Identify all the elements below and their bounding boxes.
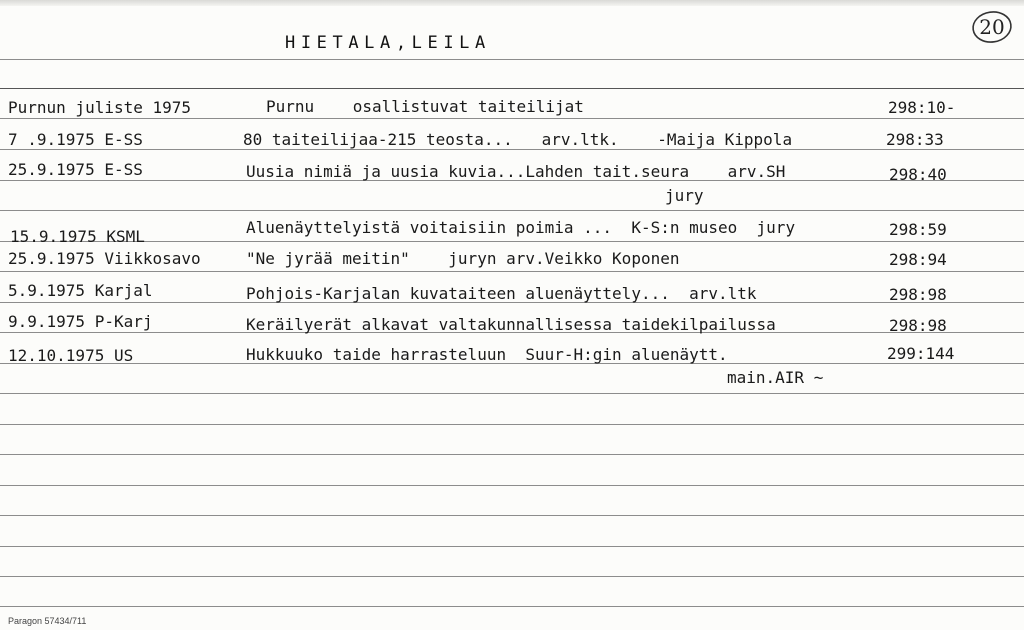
- ruled-line: [0, 118, 1024, 119]
- entry-title: Hukkuuko taide harrasteluun Suur-H:gin aluenäytt.: [246, 345, 728, 364]
- ruled-line: [0, 59, 1024, 60]
- entry-ref: 298:59: [889, 220, 947, 239]
- ruled-line: [0, 271, 1024, 272]
- ruled-line: [0, 424, 1024, 425]
- entry-title: "Ne jyrää meitin" juryn arv.Veikko Koponen: [246, 249, 680, 268]
- ruled-line: [0, 546, 1024, 547]
- entry-note: main.AIR ~: [727, 368, 824, 387]
- entry-ref: 298:94: [889, 250, 947, 269]
- ruled-line: [0, 576, 1024, 577]
- ruled-line: [0, 454, 1024, 455]
- entry-ref: 298:40: [889, 165, 947, 184]
- ruled-line: [0, 393, 1024, 394]
- card-top-edge: [0, 0, 1024, 6]
- card-number: 20: [979, 15, 1005, 39]
- ruled-line: [0, 485, 1024, 486]
- card-number-stamp: [970, 8, 1014, 46]
- entry-ref: 298:33: [886, 130, 944, 149]
- entry-title: Purnu osallistuvat taiteilijat: [266, 97, 584, 116]
- ruled-line: [0, 606, 1024, 607]
- ruled-line: [0, 149, 1024, 150]
- entry-source: 25.9.1975 E-SS: [8, 160, 143, 179]
- entry-source: 12.10.1975 US: [8, 346, 134, 365]
- entry-source: Purnun juliste 1975: [8, 98, 192, 117]
- entry-ref: 298:98: [889, 316, 947, 335]
- entry-source: 5.9.1975 Karjal: [8, 281, 153, 300]
- entry-source: 25.9.1975 Viikkosavo: [8, 249, 201, 268]
- entry-ref: 299:144: [887, 344, 955, 363]
- entry-source: 9.9.1975 P-Karj: [8, 312, 153, 331]
- ruled-line: [0, 88, 1024, 89]
- ruled-line: [0, 515, 1024, 516]
- entry-note: jury: [665, 186, 704, 205]
- entry-source: 15.9.1975 KSML: [10, 227, 145, 246]
- entry-title: Uusia nimiä ja uusia kuvia...Lahden tait.seura arv.SH: [246, 162, 786, 181]
- card-heading: HIETALA,LEILA: [285, 33, 491, 53]
- entry-title: Aluenäyttelyistä voitaisiin poimia ... K-S:n museo jury: [246, 218, 796, 237]
- entry-title: Pohjois-Karjalan kuvataiteen aluenäyttely... arv.ltk: [246, 284, 757, 303]
- entry-title: 80 taiteilijaa-215 teosta... arv.ltk. -Maija Kippola: [243, 130, 793, 149]
- entry-ref: 298:10-: [888, 98, 956, 117]
- entry-source: 7 .9.1975 E-SS: [8, 130, 143, 149]
- entry-ref: 298:98: [889, 285, 947, 304]
- entry-title: Keräilyerät alkavat valtakunnallisessa taidekilpailussa: [246, 315, 776, 334]
- card-printer-mark: Paragon 57434/711: [8, 616, 87, 626]
- ruled-line: [0, 210, 1024, 211]
- ruled-line: [0, 241, 1024, 242]
